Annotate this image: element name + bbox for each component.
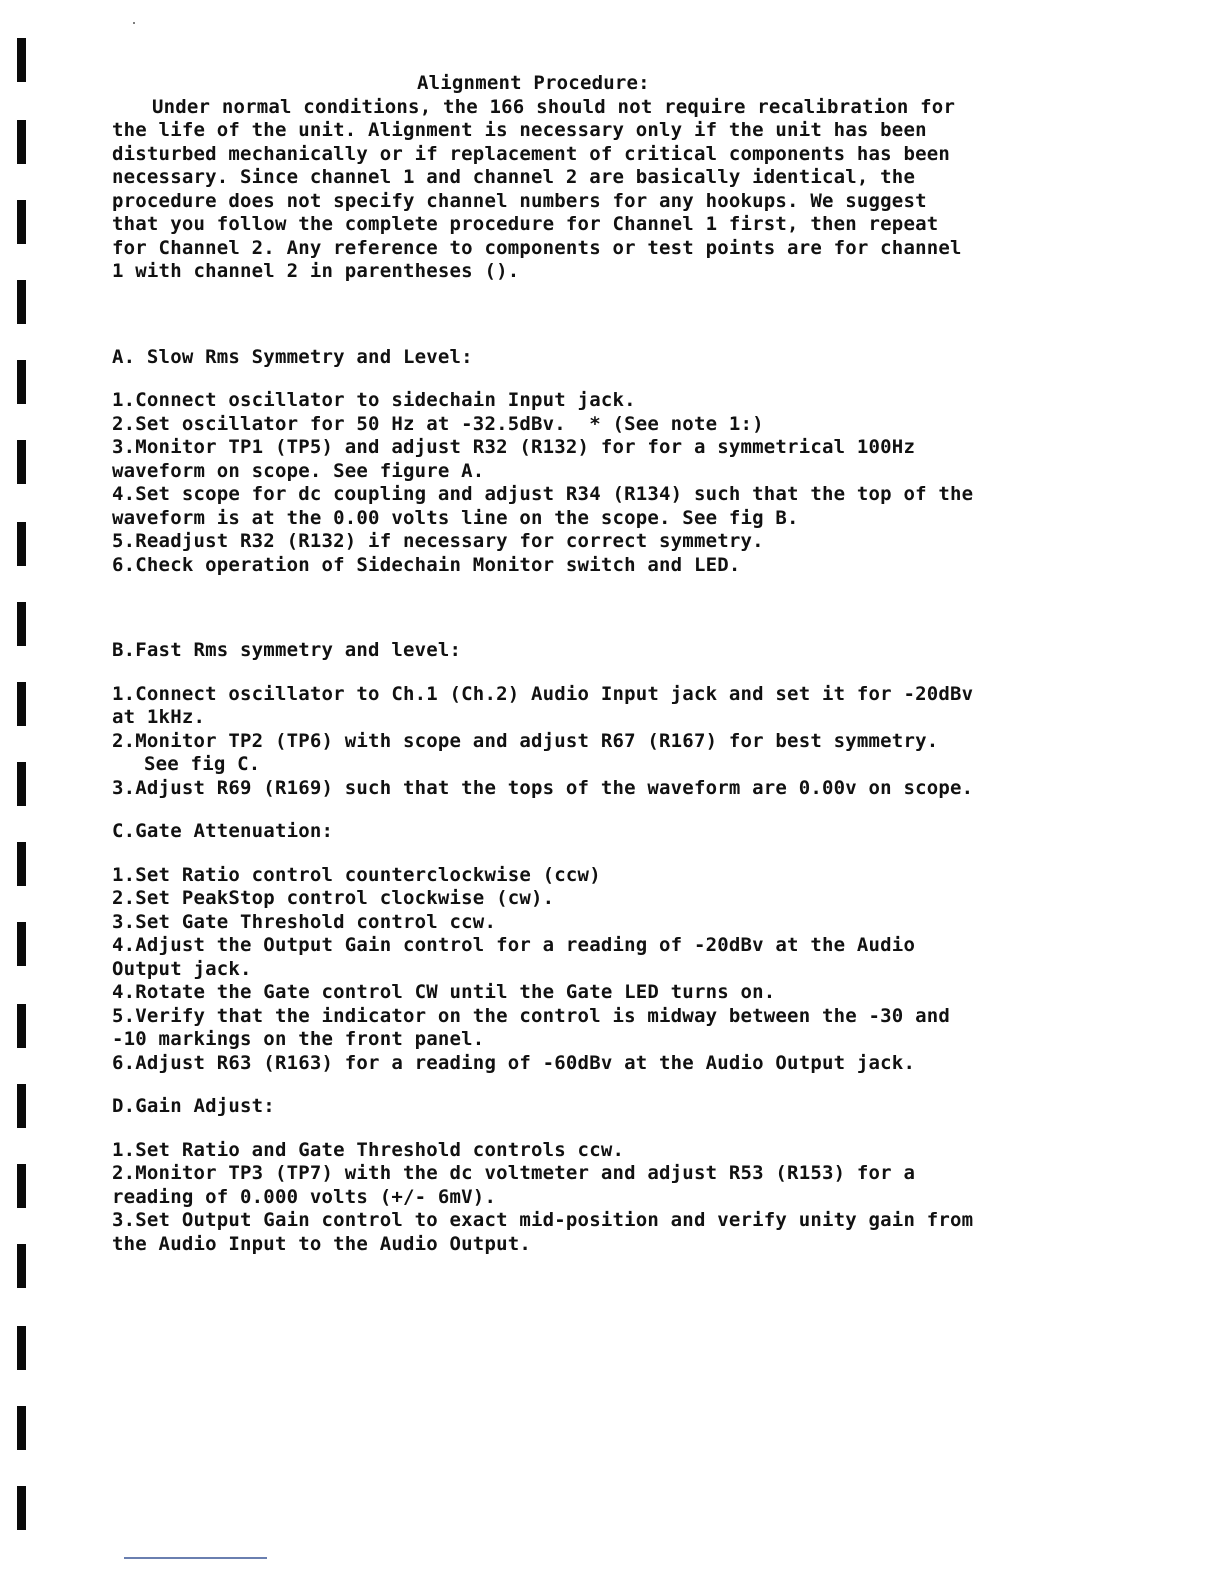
step-line: 3.Monitor TP1 (TP5) and adjust R32 (R132) for for a symmetrical 100Hz <box>112 436 916 458</box>
intro-line: disturbed mechanically or if replacement of critical components has been <box>112 142 951 165</box>
binder-mark <box>17 1164 26 1208</box>
intro-line: 1 with channel 2 in parentheses (). <box>112 260 520 282</box>
step-line: 2.Set oscillator for 50 Hz at -32.5dBv. * (See note 1:) <box>112 412 764 435</box>
step-line: 4.Rotate the Gate control CW until the Gate LED turns on. <box>112 981 776 1003</box>
section-heading: A. Slow Rms Symmetry and Level: <box>112 345 473 368</box>
intro-line: the life of the unit. Alignment is necessary only if the unit has been <box>112 119 927 141</box>
step-line: 5.Readjust R32 (R132) if necessary for correct symmetry. <box>112 530 764 552</box>
step-line: 4.Adjust the Output Gain control for a reading of -20dBv at the Audio <box>112 934 916 956</box>
binder-mark <box>17 1244 26 1288</box>
step-line: waveform is at the 0.00 volts line on the scope. See fig B. <box>112 506 799 529</box>
binder-mark <box>17 280 26 324</box>
section-b <box>112 639 1192 800</box>
binder-mark <box>17 842 26 886</box>
binder-mark <box>17 682 26 726</box>
step-line: 1.Connect oscillator to Ch.1 (Ch.2) Audio Input jack and set it for -20dBv <box>112 682 974 705</box>
step-line: 1.Set Ratio control counterclockwise (ccw) <box>112 863 601 886</box>
footer-rule <box>124 1557 267 1559</box>
step-line: 3.Set Output Gain control to exact mid-position and verify unity gain from <box>112 1209 974 1231</box>
binder-mark <box>17 1004 26 1048</box>
section-heading: B.Fast Rms symmetry and level: <box>112 639 462 661</box>
step-line: 1.Connect oscillator to sidechain Input jack. <box>112 389 636 411</box>
section-d <box>112 1095 1192 1256</box>
intro-line: Under normal conditions, the 166 should not require recalibration for <box>152 95 956 118</box>
step-line: 3.Adjust R69 (R169) such that the tops of the waveform are 0.00v on scope. <box>112 776 974 799</box>
step-line: at 1kHz. <box>112 706 206 728</box>
step-line: 5.Verify that the indicator on the control is midway between the -30 and <box>112 1004 951 1027</box>
step-line: -10 markings on the front panel. <box>112 1028 485 1050</box>
step-line: 4.Set scope for dc coupling and adjust R34 (R134) such that the top of the <box>112 483 974 505</box>
binder-mark <box>17 1486 26 1530</box>
intro-line: for Channel 2. Any reference to components or test points are for channel <box>112 236 962 259</box>
intro-line: that you follow the complete procedure for Channel 1 first, then repeat <box>112 213 939 235</box>
step-line: 1.Set Ratio and Gate Threshold controls ccw. <box>112 1138 625 1161</box>
binder-mark <box>17 522 26 566</box>
page-title: Alignment Procedure: <box>417 72 650 94</box>
step-line: waveform on scope. See figure A. <box>112 459 485 482</box>
section-c <box>112 820 1192 1075</box>
binder-mark <box>17 1084 26 1128</box>
binder-mark <box>17 602 26 646</box>
binder-mark <box>17 1406 26 1450</box>
step-line: 6.Adjust R63 (R163) for a reading of -60dBv at the Audio Output jack. <box>112 1051 916 1074</box>
binder-mark <box>17 1326 26 1370</box>
step-line: reading of 0.000 volts (+/- 6mV). <box>112 1185 497 1208</box>
intro-line: necessary. Since channel 1 and channel 2 are basically identical, the <box>112 166 916 188</box>
binder-mark <box>17 120 26 164</box>
step-line: 2.Monitor TP3 (TP7) with the dc voltmeter and adjust R53 (R153) for a <box>112 1162 916 1184</box>
binder-mark <box>17 440 26 484</box>
section-heading: C.Gate Attenuation: <box>112 820 334 842</box>
binder-mark <box>17 762 26 806</box>
intro-paragraph <box>112 96 1192 284</box>
intro-line: procedure does not specify channel numbers for any hookups. We suggest <box>112 189 927 212</box>
binder-mark <box>17 200 26 244</box>
binder-mark <box>17 360 26 404</box>
step-line: 3.Set Gate Threshold control ccw. <box>112 910 497 933</box>
section-a <box>112 346 1192 578</box>
step-line: 2.Set PeakStop control clockwise (cw). <box>112 887 555 909</box>
section-heading: D.Gain Adjust: <box>112 1095 275 1117</box>
binder-mark <box>17 922 26 966</box>
step-line: the Audio Input to the Audio Output. <box>112 1232 532 1255</box>
step-line: 6.Check operation of Sidechain Monitor switch and LED. <box>112 553 741 576</box>
document-body <box>112 72 1192 1256</box>
scan-speck <box>133 22 135 24</box>
binder-mark <box>17 38 26 82</box>
step-line: 2.Monitor TP2 (TP6) with scope and adjust R67 (R167) for best symmetry. <box>112 729 939 752</box>
step-line: Output jack. <box>112 957 252 980</box>
step-line: See fig C. <box>144 753 261 775</box>
